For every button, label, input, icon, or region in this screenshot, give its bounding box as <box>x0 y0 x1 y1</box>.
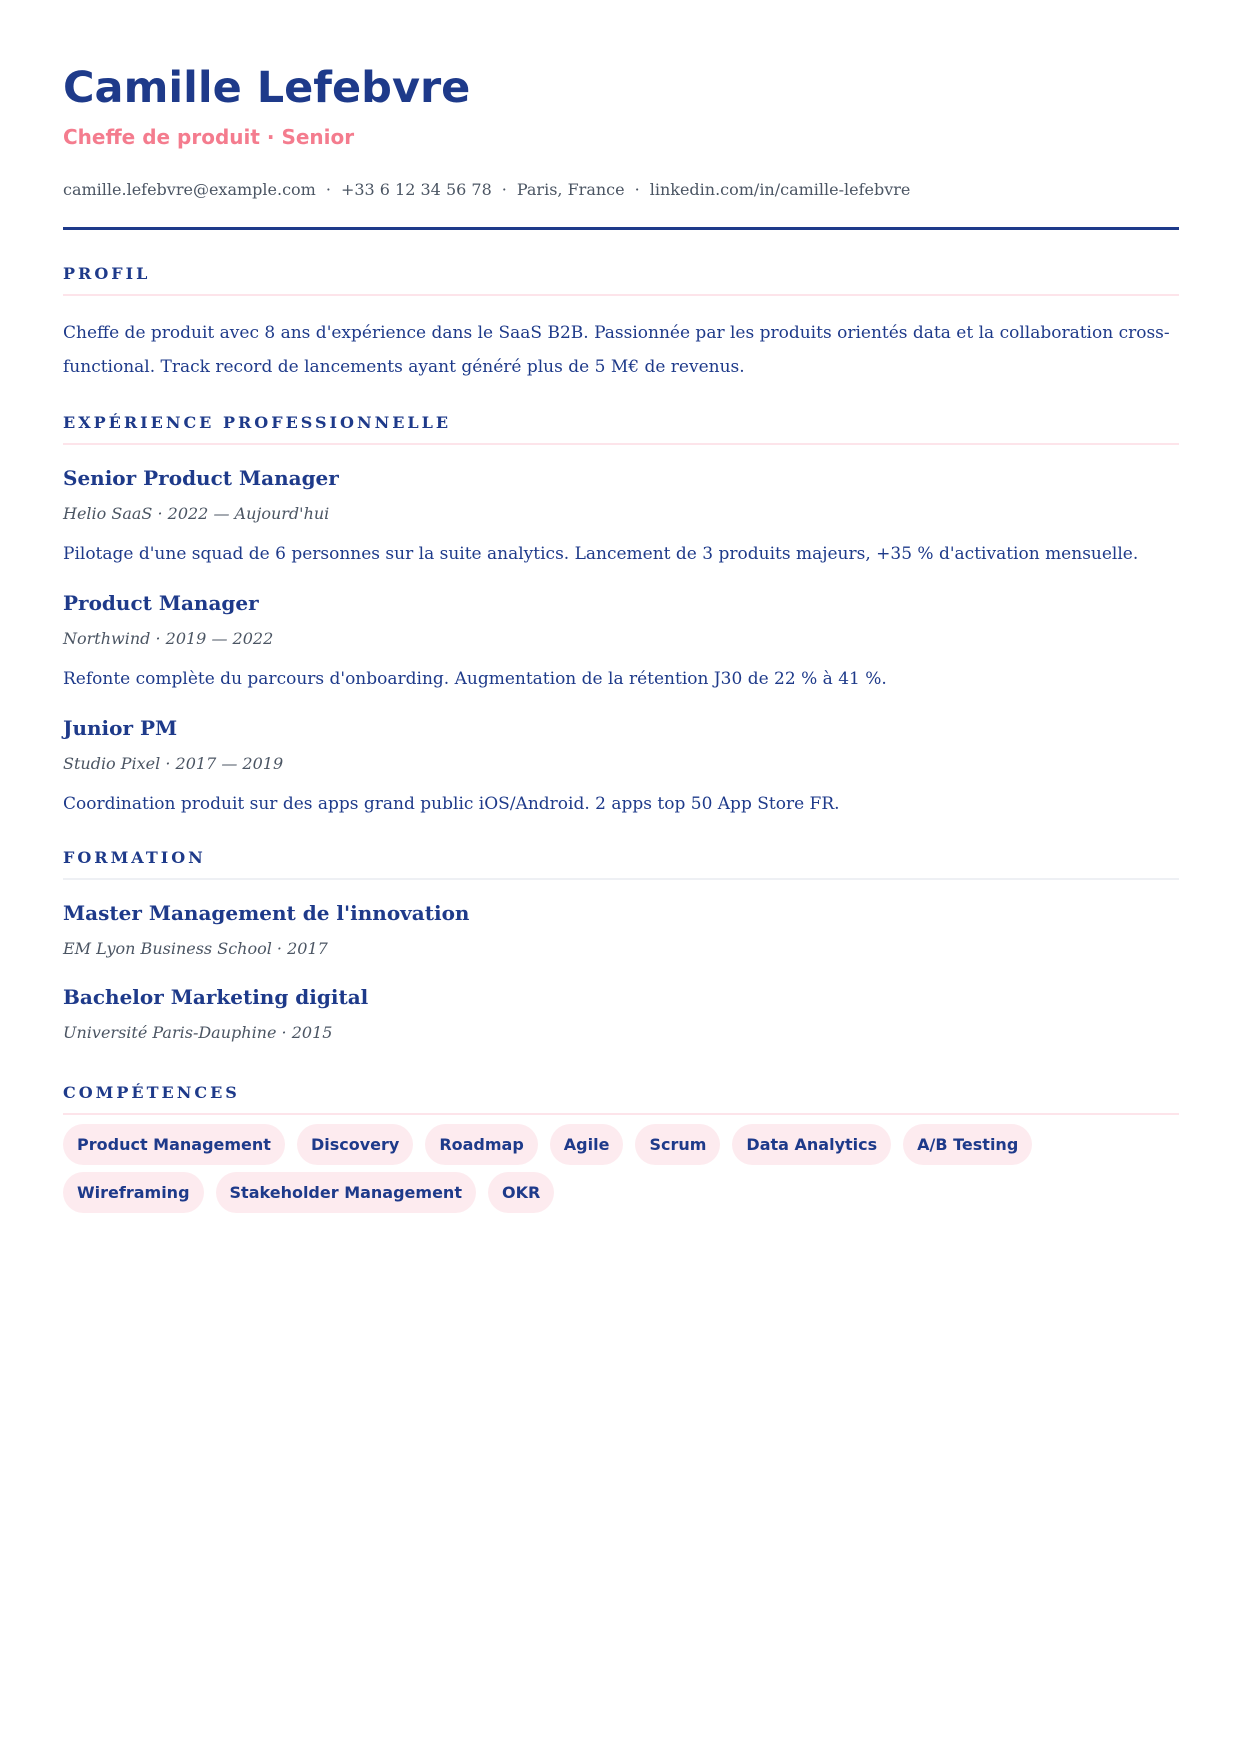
skill-chip: OKR <box>488 1172 554 1213</box>
contact-location: Paris, France <box>516 180 625 199</box>
section-title-experience: EXPÉRIENCE PROFESSIONNELLE <box>63 412 1179 445</box>
header-divider <box>63 227 1179 230</box>
experience-description: Coordination produit sur des apps grand public iOS/Android. 2 apps top 50 App Store FR. <box>63 794 840 814</box>
skill-chip: Agile <box>550 1124 624 1165</box>
section-title-skills: COMPÉTENCES <box>63 1082 1179 1115</box>
education-degree: Bachelor Marketing digital <box>63 985 369 1009</box>
skill-chip: Roadmap <box>425 1124 537 1165</box>
skill-chip: A/B Testing <box>903 1124 1032 1165</box>
skill-chip: Discovery <box>297 1124 413 1165</box>
contact-line <box>63 179 910 201</box>
contact-separator: · <box>634 180 640 199</box>
skill-chip: Scrum <box>635 1124 720 1165</box>
section-title-profile: PROFIL <box>63 263 1179 296</box>
contact-phone[interactable]: +33 6 12 34 56 78 <box>340 180 492 199</box>
skill-chip: Data Analytics <box>732 1124 891 1165</box>
education-degree: Master Management de l'innovation <box>63 901 470 925</box>
job-headline: Cheffe de produit · Senior <box>63 125 355 149</box>
experience-meta: Studio Pixel · 2017 — 2019 <box>63 754 284 773</box>
contact-email[interactable]: camille.lefebvre@example.com <box>63 180 316 199</box>
skills-row <box>63 1172 1179 1213</box>
experience-meta: Northwind · 2019 — 2022 <box>63 629 274 648</box>
profile-summary: Cheffe de produit avec 8 ans d'expérience dans le SaaS B2B. Passionnée par les produits orientés data et la collaboration cross-functional. Track record de lancements ayant généré plus de 5 M€ de revenus. <box>63 323 1170 377</box>
experience-role: Senior Product Manager <box>63 466 339 490</box>
education-meta: Université Paris-Dauphine · 2015 <box>63 1023 333 1042</box>
experience-description: Refonte complète du parcours d'onboarding. Augmentation de la rétention J30 de 22 % à 41 %. <box>63 669 887 689</box>
contact-separator: · <box>325 180 331 199</box>
candidate-name: Camille Lefebvre <box>63 63 471 113</box>
skill-chip: Product Management <box>63 1124 285 1165</box>
experience-meta: Helio SaaS · 2022 — Aujourd'hui <box>63 504 330 523</box>
experience-role: Product Manager <box>63 591 259 615</box>
contact-linkedin[interactable]: linkedin.com/in/camille-lefebvre <box>649 180 911 199</box>
experience-description: Pilotage d'une squad de 6 personnes sur la suite analytics. Lancement de 3 produits majeurs, +35 % d'activation mensuelle. <box>63 544 1139 564</box>
section-title-education: FORMATION <box>63 847 1179 880</box>
skill-chip: Stakeholder Management <box>216 1172 476 1213</box>
skill-chip: Wireframing <box>63 1172 204 1213</box>
education-meta: EM Lyon Business School · 2017 <box>63 939 328 958</box>
contact-separator: · <box>501 180 507 199</box>
experience-role: Junior PM <box>63 716 178 740</box>
skills-list <box>63 1124 1179 1220</box>
skills-row <box>63 1124 1179 1165</box>
